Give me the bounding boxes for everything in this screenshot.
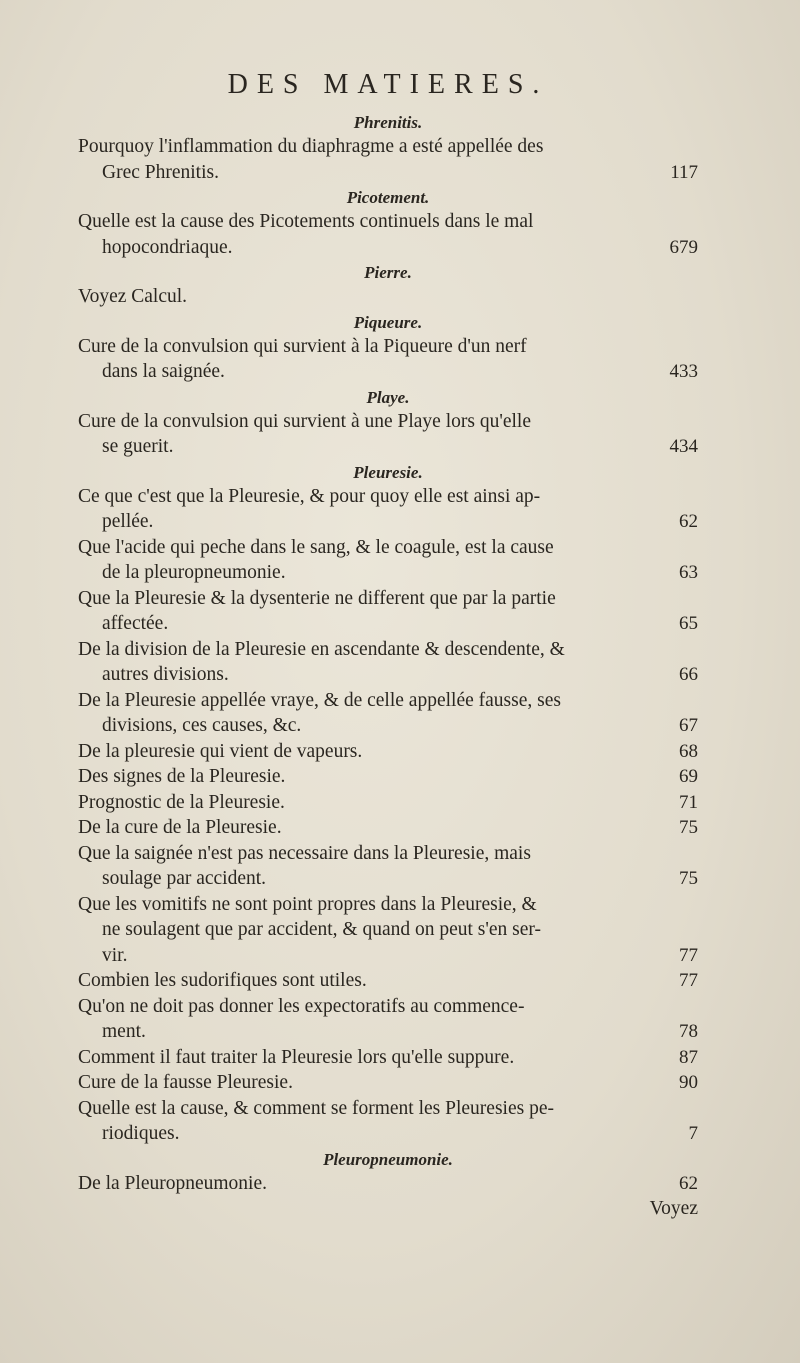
entry-text: ne soulagent que par accident, & quand on peut s'en ser- xyxy=(102,919,542,940)
entry-line xyxy=(78,1121,698,1147)
section-heading: Pierre. xyxy=(364,263,412,282)
index-entry xyxy=(78,1070,698,1096)
index-entry xyxy=(78,409,698,460)
index-entry xyxy=(78,892,698,969)
entry-text: Que la Pleuresie & la dysenterie ne different que par la partie xyxy=(78,587,556,609)
running-head: DES MATIERES. xyxy=(227,69,549,100)
page-number: 75 xyxy=(679,817,698,838)
index-entry xyxy=(78,535,698,586)
section-heading: Piqueure. xyxy=(353,312,423,332)
entry-line xyxy=(78,160,698,186)
page-number: 433 xyxy=(669,361,698,382)
entry-text: de la pleuropneumonie. xyxy=(102,562,286,583)
entry-line xyxy=(78,359,698,385)
page-number: 71 xyxy=(679,791,698,813)
entry-line xyxy=(78,1019,698,1045)
entry-line xyxy=(78,764,698,790)
entry-line xyxy=(78,434,698,460)
entry-line xyxy=(78,484,698,510)
entry-text: pellée. xyxy=(102,511,154,532)
index-entry xyxy=(78,1045,698,1071)
entry-text: Combien les sudorifiques sont utiles. xyxy=(78,970,367,991)
page-number: 87 xyxy=(679,1046,698,1068)
index-entry xyxy=(78,994,698,1045)
entry-line xyxy=(78,509,698,535)
entry-line xyxy=(78,334,698,360)
index-entry xyxy=(78,968,698,994)
entry-text: Pourquoy l'inflammation du diaphragme a esté appellée des xyxy=(78,136,544,157)
entry-line xyxy=(78,790,698,816)
page-number: 68 xyxy=(679,740,698,762)
page-number: 62 xyxy=(679,511,698,532)
entry-text: affectée. xyxy=(102,613,169,634)
index-sections xyxy=(78,110,698,1196)
page-number: 66 xyxy=(679,664,698,685)
entry-line xyxy=(78,209,698,235)
page-number: 65 xyxy=(679,613,698,634)
page-number: 62 xyxy=(679,1172,698,1194)
entry-text: Des signes de la Pleuresie. xyxy=(78,766,286,787)
page-number: 78 xyxy=(679,1021,698,1042)
page-number: 69 xyxy=(679,766,698,787)
entry-line xyxy=(78,943,698,969)
entry-line xyxy=(78,235,698,261)
entry-line xyxy=(78,637,698,663)
catchword: Voyez xyxy=(649,1198,698,1219)
entry-text: De la Pleuropneumonie. xyxy=(78,1172,267,1194)
entry-text: Ce que c'est que la Pleuresie, & pour quoy elle est ainsi ap- xyxy=(78,485,541,507)
entry-line xyxy=(78,560,698,586)
entry-text: vir. xyxy=(102,944,128,966)
entry-line xyxy=(78,611,698,637)
entry-text: Qu'on ne doit pas donner les expectoratifs au commence- xyxy=(78,995,525,1017)
page-number: 67 xyxy=(679,715,698,736)
index-entry xyxy=(78,790,698,816)
index-entry xyxy=(78,764,698,790)
entry-text: hopocondriaque. xyxy=(102,236,233,258)
entry-text: riodiques. xyxy=(102,1123,180,1144)
page-number: 77 xyxy=(679,970,698,991)
page-number: 117 xyxy=(670,161,698,183)
entry-text: De la pleuresie qui vient de vapeurs. xyxy=(78,740,363,762)
index-entry xyxy=(78,688,698,739)
entry-line xyxy=(78,1096,698,1122)
entry-line xyxy=(78,535,698,561)
index-entry xyxy=(78,586,698,637)
entry-line xyxy=(78,815,698,841)
entry-text: Cure de la convulsion qui survient à une Playe lors qu'elle xyxy=(78,410,531,432)
entry-text: De la cure de la Pleuresie. xyxy=(78,817,282,838)
section-heading: Picotement. xyxy=(346,188,430,207)
entry-text: Que l'acide qui peche dans le sang, & le coagule, est la cause xyxy=(78,536,554,558)
entry-text: Prognostic de la Pleuresie. xyxy=(78,791,285,813)
index-entry xyxy=(78,134,698,185)
entry-text: Quelle est la cause, & comment se forment les Pleuresies pe- xyxy=(78,1097,554,1119)
page-number: 90 xyxy=(679,1072,698,1093)
section-heading: Pleuropneumonie. xyxy=(323,1149,453,1169)
index-entry xyxy=(78,334,698,385)
entry-line xyxy=(78,134,698,160)
entry-line xyxy=(78,917,698,943)
entry-line xyxy=(78,1070,698,1096)
entry-line xyxy=(78,409,698,435)
entry-line xyxy=(78,739,698,765)
index-entry xyxy=(78,209,698,260)
entry-text: Comment il faut traiter la Pleuresie lors qu'elle suppure. xyxy=(78,1046,515,1068)
entry-text: soulage par accident. xyxy=(102,868,267,889)
entry-text: Grec Phrenitis. xyxy=(102,161,219,183)
entry-line xyxy=(78,994,698,1020)
page-number: 434 xyxy=(669,436,698,457)
see-reference: Voyez Calcul. xyxy=(78,286,188,307)
entry-line xyxy=(78,866,698,892)
section-heading: Playe. xyxy=(366,387,410,407)
entry-line xyxy=(78,968,698,994)
page-number: 7 xyxy=(688,1123,698,1144)
entry-line xyxy=(78,662,698,688)
entry-line xyxy=(78,892,698,918)
index-entry xyxy=(78,739,698,765)
entry-line xyxy=(78,688,698,714)
entry-line xyxy=(78,713,698,739)
section-heading: Pleuresie. xyxy=(353,462,423,482)
index-entry xyxy=(78,484,698,535)
entry-text: Que la saignée n'est pas necessaire dans la Pleuresie, mais xyxy=(78,842,531,864)
entry-text: De la division de la Pleuresie en ascendante & descendente, & xyxy=(78,638,565,660)
page-number: 77 xyxy=(679,944,698,966)
entry-text: De la Pleuresie appellée vraye, & de celle appellée fausse, ses xyxy=(78,689,561,711)
entry-text: Cure de la fausse Pleuresie. xyxy=(78,1072,293,1093)
index-entry xyxy=(78,1096,698,1147)
entry-text: Cure de la convulsion qui survient à la Piqueure d'un nerf xyxy=(78,335,527,357)
entry-text: Que les vomitifs ne sont point propres dans la Pleuresie, & xyxy=(78,893,537,915)
entry-text: se guerit. xyxy=(102,436,174,457)
index-entry xyxy=(78,815,698,841)
page-number: 679 xyxy=(669,236,698,258)
entry-line xyxy=(78,1045,698,1071)
entry-text: divisions, ces causes, &c. xyxy=(102,715,302,736)
section-heading: Phrenitis. xyxy=(353,113,423,132)
index-entry xyxy=(78,841,698,892)
page-number: 75 xyxy=(679,868,698,889)
entry-line xyxy=(78,841,698,867)
entry-text: dans la saignée. xyxy=(102,361,225,382)
entry-text: ment. xyxy=(102,1021,146,1042)
entry-text: autres divisions. xyxy=(102,664,229,685)
index-entry xyxy=(78,637,698,688)
entry-text: Quelle est la cause des Picotements continuels dans le mal xyxy=(78,211,534,232)
index-entry xyxy=(78,1171,698,1197)
page-number: 63 xyxy=(679,562,698,583)
index-text xyxy=(78,69,698,1222)
entry-line xyxy=(78,586,698,612)
entry-line xyxy=(78,1171,698,1197)
